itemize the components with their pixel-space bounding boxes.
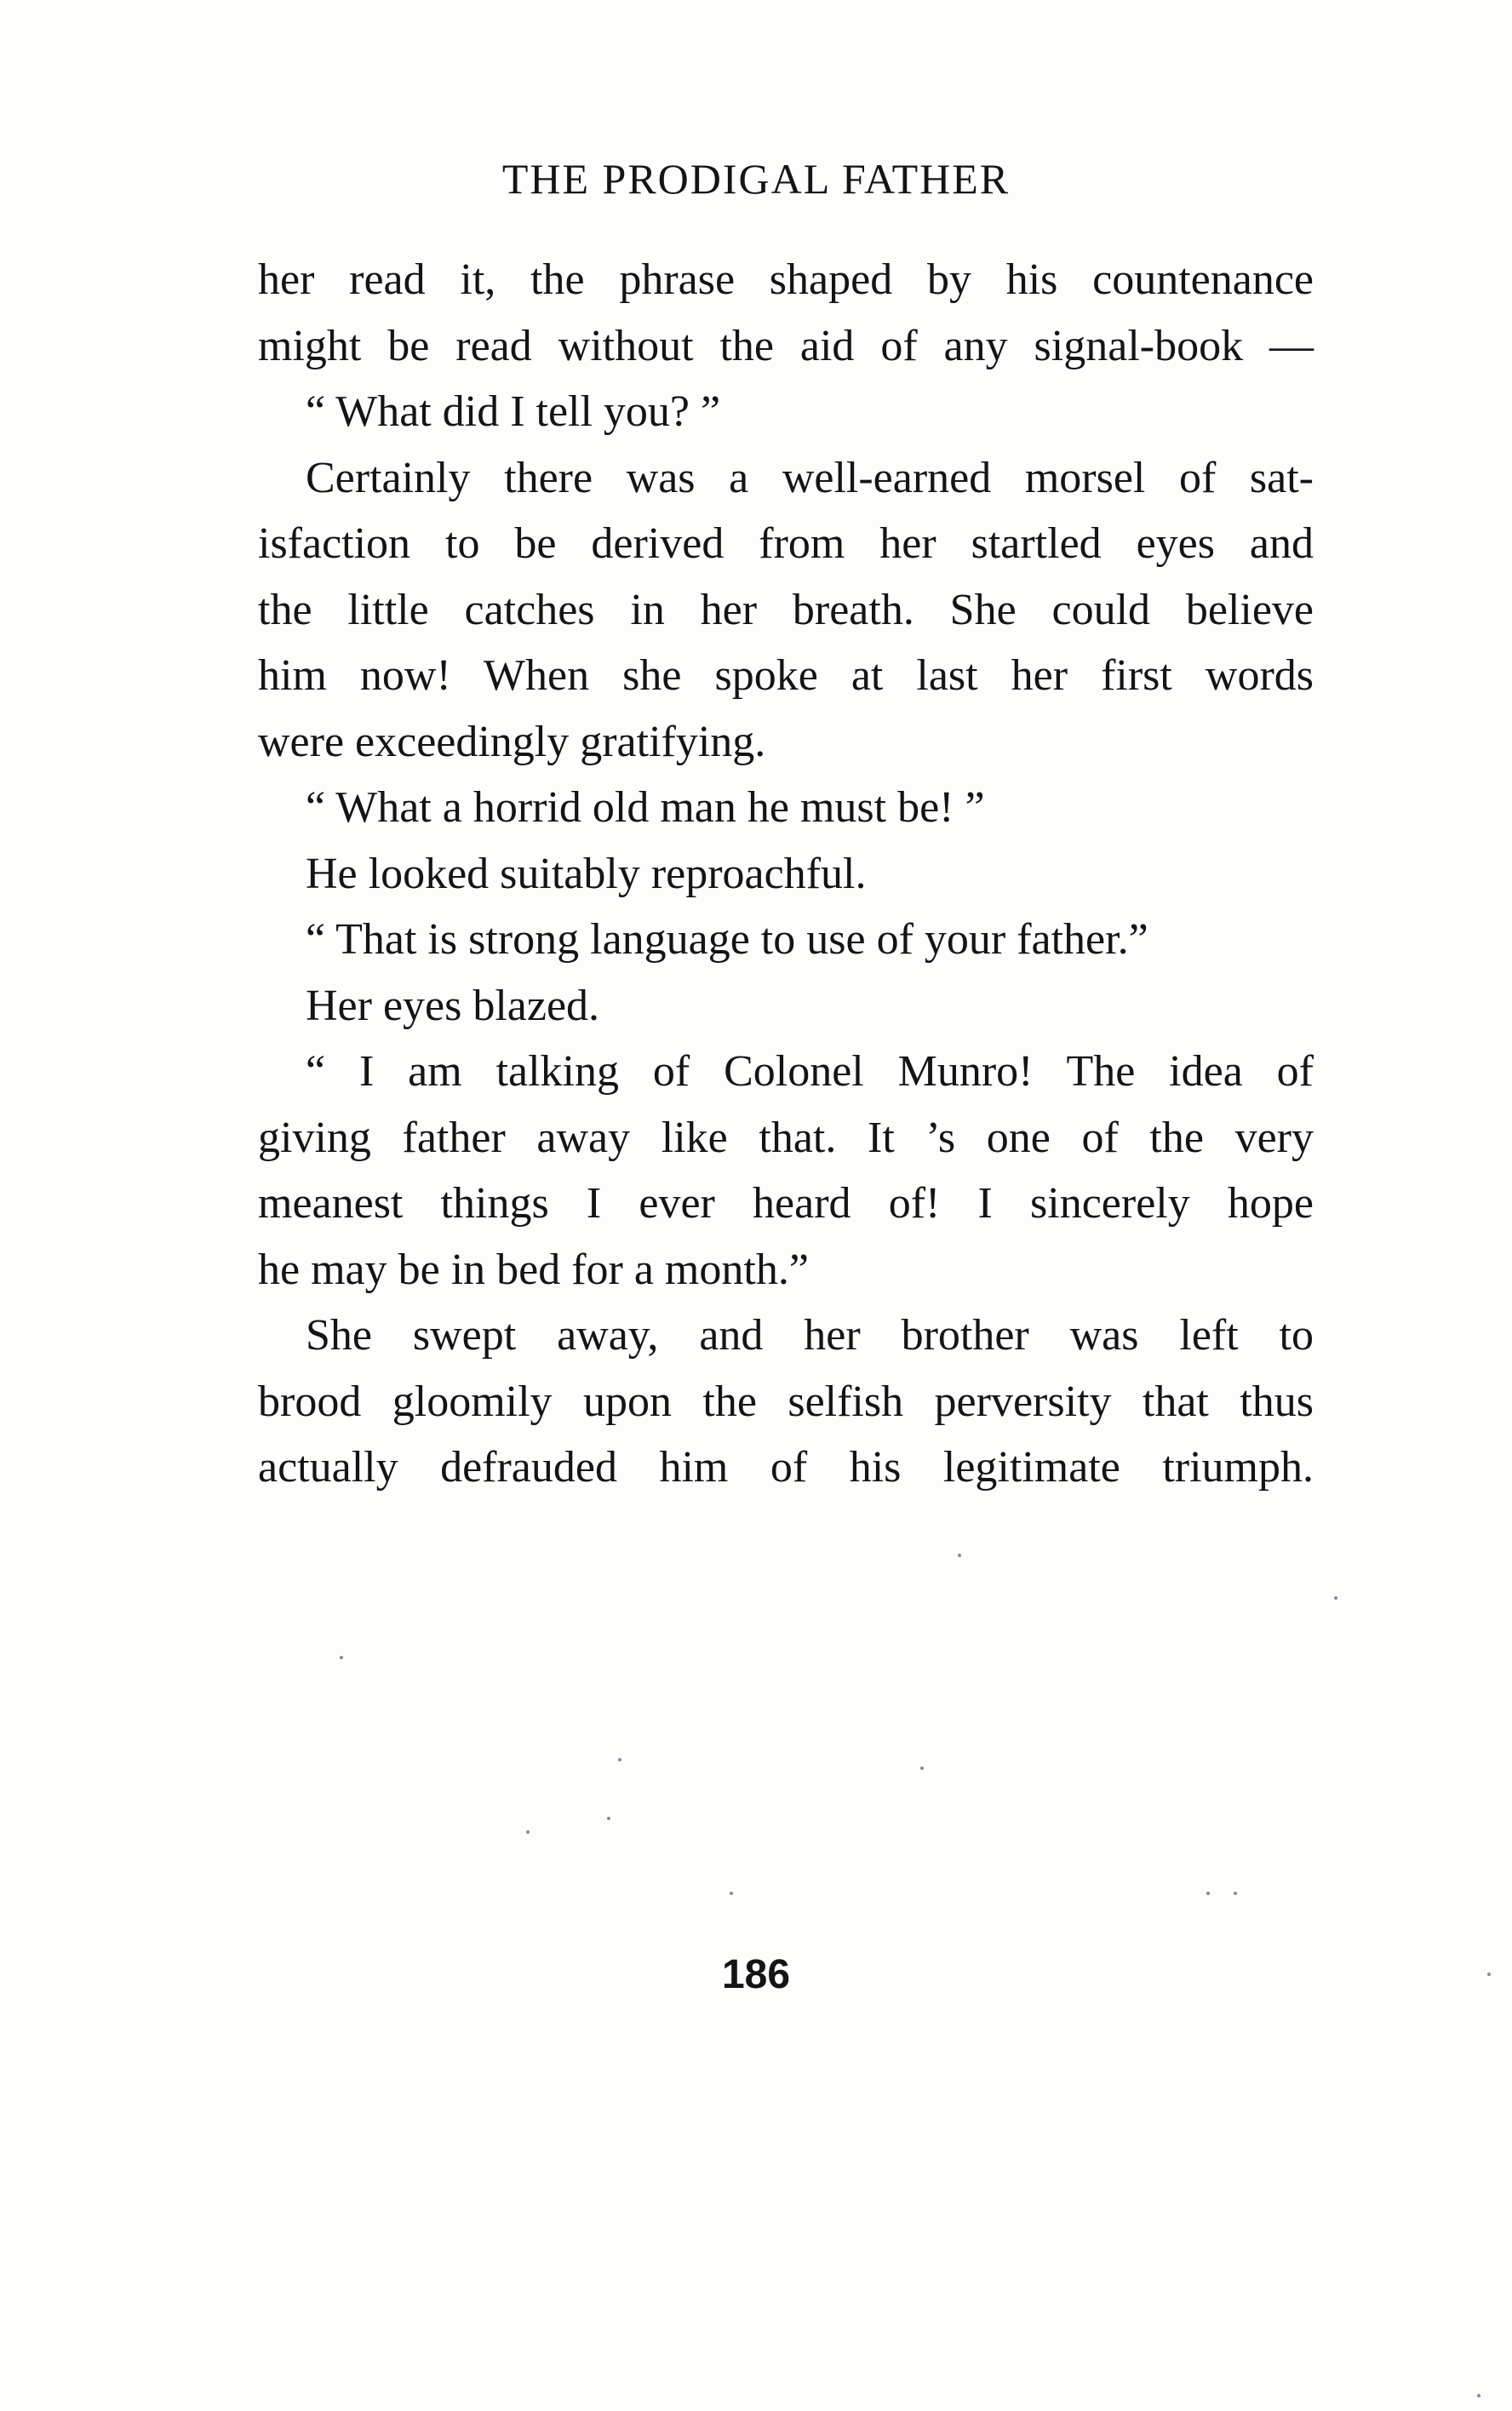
print-speck xyxy=(730,1892,733,1895)
text-line: might be read without the aid of any signal-book — xyxy=(258,321,1314,370)
text-line: “ What did I tell you? ” xyxy=(306,387,721,436)
text-line: “ That is strong language to use of your father.” xyxy=(306,915,1148,964)
text-line: meanest things I ever heard of! I sincerely hope xyxy=(258,1179,1314,1228)
print-speck xyxy=(920,1767,924,1770)
print-speck xyxy=(340,1656,343,1659)
body-text xyxy=(258,247,1314,1501)
text-line: giving father away like that. It ’s one of the very xyxy=(258,1113,1314,1162)
print-speck xyxy=(1487,1973,1491,1976)
text-line: brood gloomily upon the selfish perversity that thus xyxy=(258,1377,1314,1426)
print-speck xyxy=(1477,2394,1480,2397)
text-line: He looked suitably reproachful. xyxy=(306,849,867,898)
text-line: were exceedingly gratifying. xyxy=(258,717,766,766)
text-line: her read it, the phrase shaped by his countenance xyxy=(258,255,1314,304)
print-speck xyxy=(607,1817,610,1820)
text-line: him now! When she spoke at last her first words xyxy=(258,651,1314,700)
text-line: “ I am talking of Colonel Munro! The idea of xyxy=(306,1047,1314,1096)
text-line: She swept away, and her brother was left to xyxy=(306,1311,1314,1360)
print-speck xyxy=(1334,1596,1337,1600)
print-speck xyxy=(1234,1892,1237,1895)
text-line: actually defrauded him of his legitimate triumph. xyxy=(258,1443,1314,1492)
text-line: he may be in bed for a month.” xyxy=(258,1245,809,1294)
text-line: Her eyes blazed. xyxy=(306,981,600,1030)
text-line: isfaction to be derived from her startled eyes and xyxy=(258,519,1314,568)
print-speck xyxy=(526,1830,530,1834)
page-number: 186 xyxy=(721,1952,791,1997)
running-head: THE PRODIGAL FATHER xyxy=(501,155,1011,203)
print-speck xyxy=(958,1554,961,1557)
print-speck xyxy=(1206,1892,1210,1895)
text-line: “ What a horrid old man he must be! ” xyxy=(306,783,985,832)
text-line: Certainly there was a well-earned morsel of sat- xyxy=(306,453,1314,502)
text-line: the little catches in her breath. She could believe xyxy=(258,585,1314,634)
print-speck xyxy=(618,1758,621,1761)
